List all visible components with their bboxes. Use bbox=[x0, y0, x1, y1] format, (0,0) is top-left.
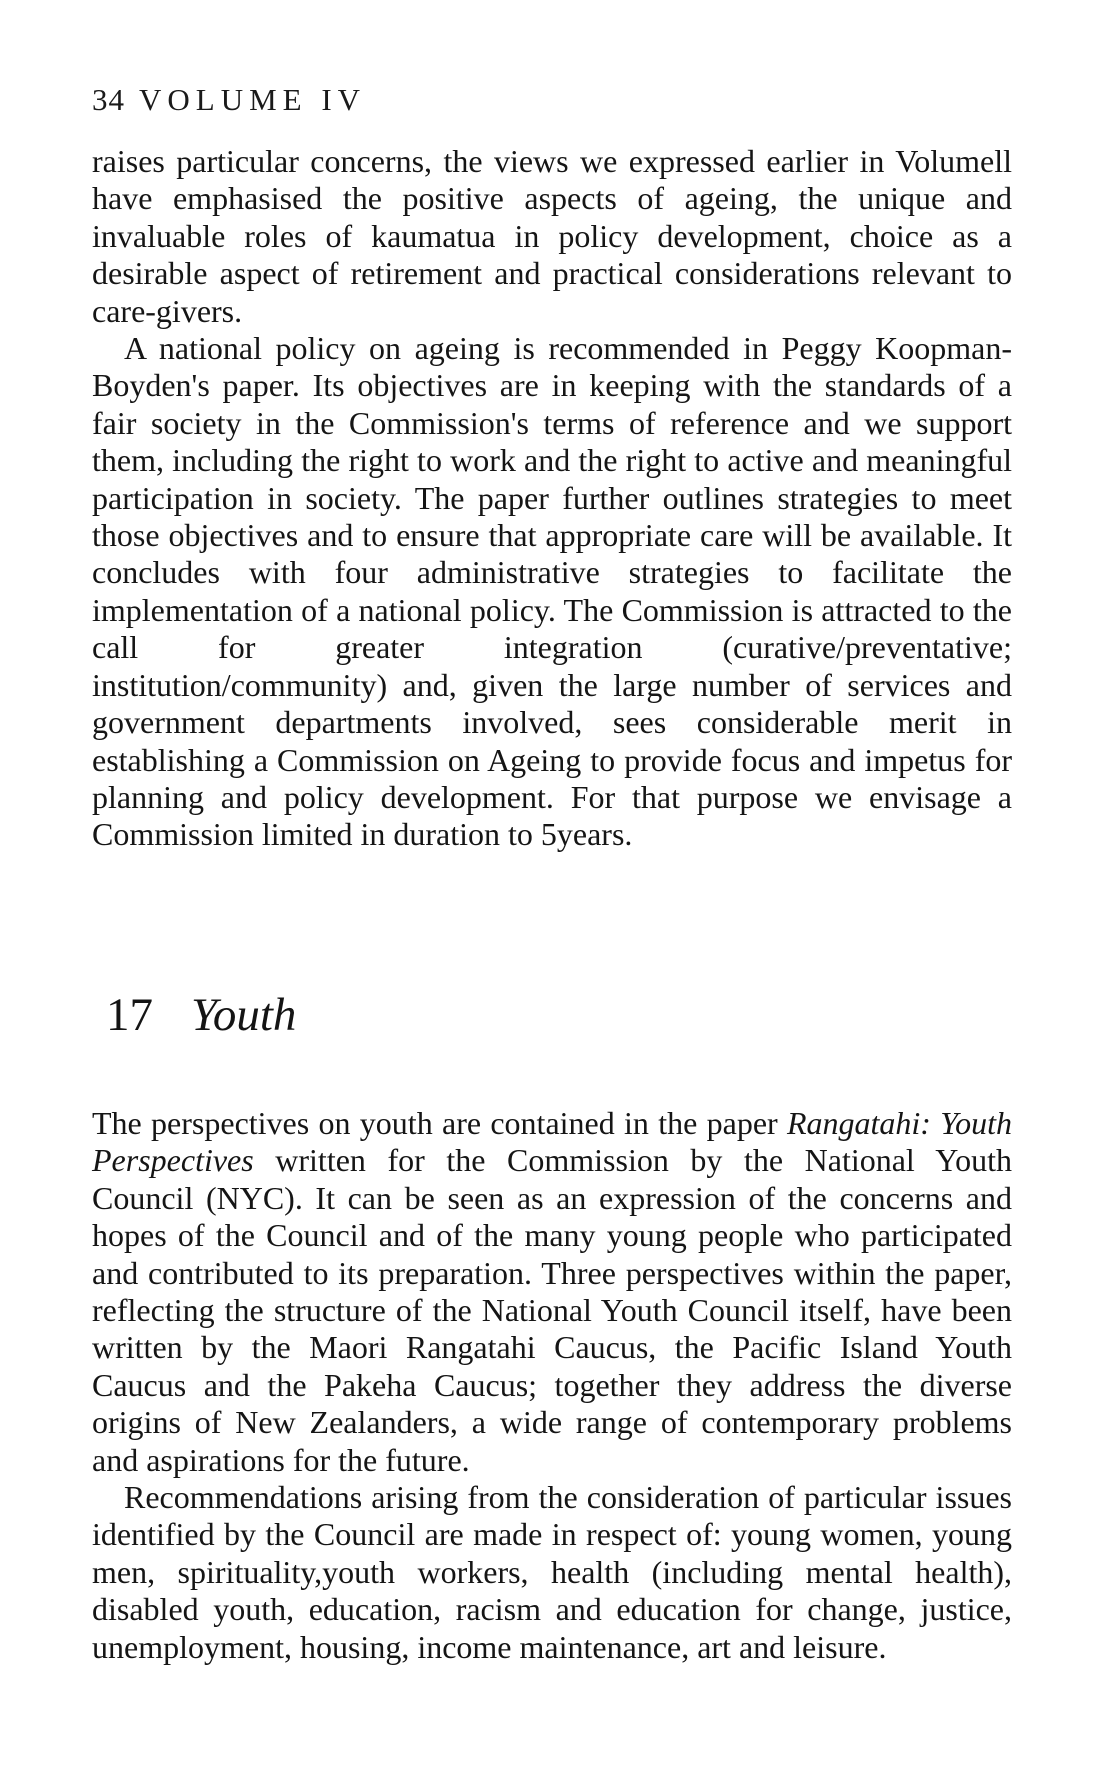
paragraph-ageing-concerns: raises particular concerns, the views we expressed earlier in Volumell have emphasised the positive aspects of ageing, the unique and invaluable roles of kaumatua in policy development, choice as a desirable aspect of retirement and practical considerations relevant to care-givers. bbox=[92, 143, 1012, 329]
paragraph-start: The perspectives on youth are contained in the paper bbox=[92, 1105, 787, 1141]
chapter-title: Youth bbox=[191, 989, 297, 1041]
page-number: 34 bbox=[92, 82, 125, 117]
ageing-section-text bbox=[92, 143, 1012, 854]
volume-label: VOLUME IV bbox=[139, 82, 367, 117]
paragraph-youth-recommendations: Recommendations arising from the consideration of particular issues identified by the Council are made in respect of: young women, young men, spirituality,youth workers, health (including mental health), disabled youth, education, racism and education for change, justice, unemployment, housing, income maintenance, art and leisure. bbox=[92, 1479, 1012, 1665]
paragraph-national-policy-ageing: A national policy on ageing is recommended in Peggy Koopman-Boyden's paper. Its objectives are in keeping with the standards of a fair society in the Commission's terms of reference and we support them, including the right to work and the right to active and meaningful participation in society. The paper further outlines strategies to meet those objectives and to ensure that appropriate care will be available. It concludes with four administrative strategies to facilitate the implementation of a national policy. The Commission is attracted to the call for greater integration (curative/preventative; institution/community) and, given the large number of services and government departments involved, sees considerable merit in establishing a Commission on Ageing to provide focus and impetus for planning and policy development. For that purpose we envisage a Commission limited in duration to 5years. bbox=[92, 330, 1012, 853]
youth-section-text bbox=[92, 1105, 1012, 1666]
paper-title: Rangatahi: Youth Perspectives bbox=[92, 1105, 1012, 1179]
chapter-number: 17 bbox=[106, 989, 153, 1041]
running-head bbox=[92, 82, 366, 118]
chapter-heading bbox=[106, 988, 296, 1042]
paragraph-youth-perspectives bbox=[92, 1105, 1012, 1479]
paragraph-rest: written for the Commission by the National Youth Council (NYC). It can be seen as an expression of the concerns and hopes of the Council and of the many young people who participated and contributed to its preparation. Three perspectives within the paper, reflecting the structure of the National Youth Council itself, have been written by the Maori Rangatahi Caucus, the Pacific Island Youth Caucus and the Pakeha Caucus; together they address the diverse origins of New Zealanders, a wide range of contemporary problems and aspirations for the future. bbox=[92, 1142, 1012, 1478]
